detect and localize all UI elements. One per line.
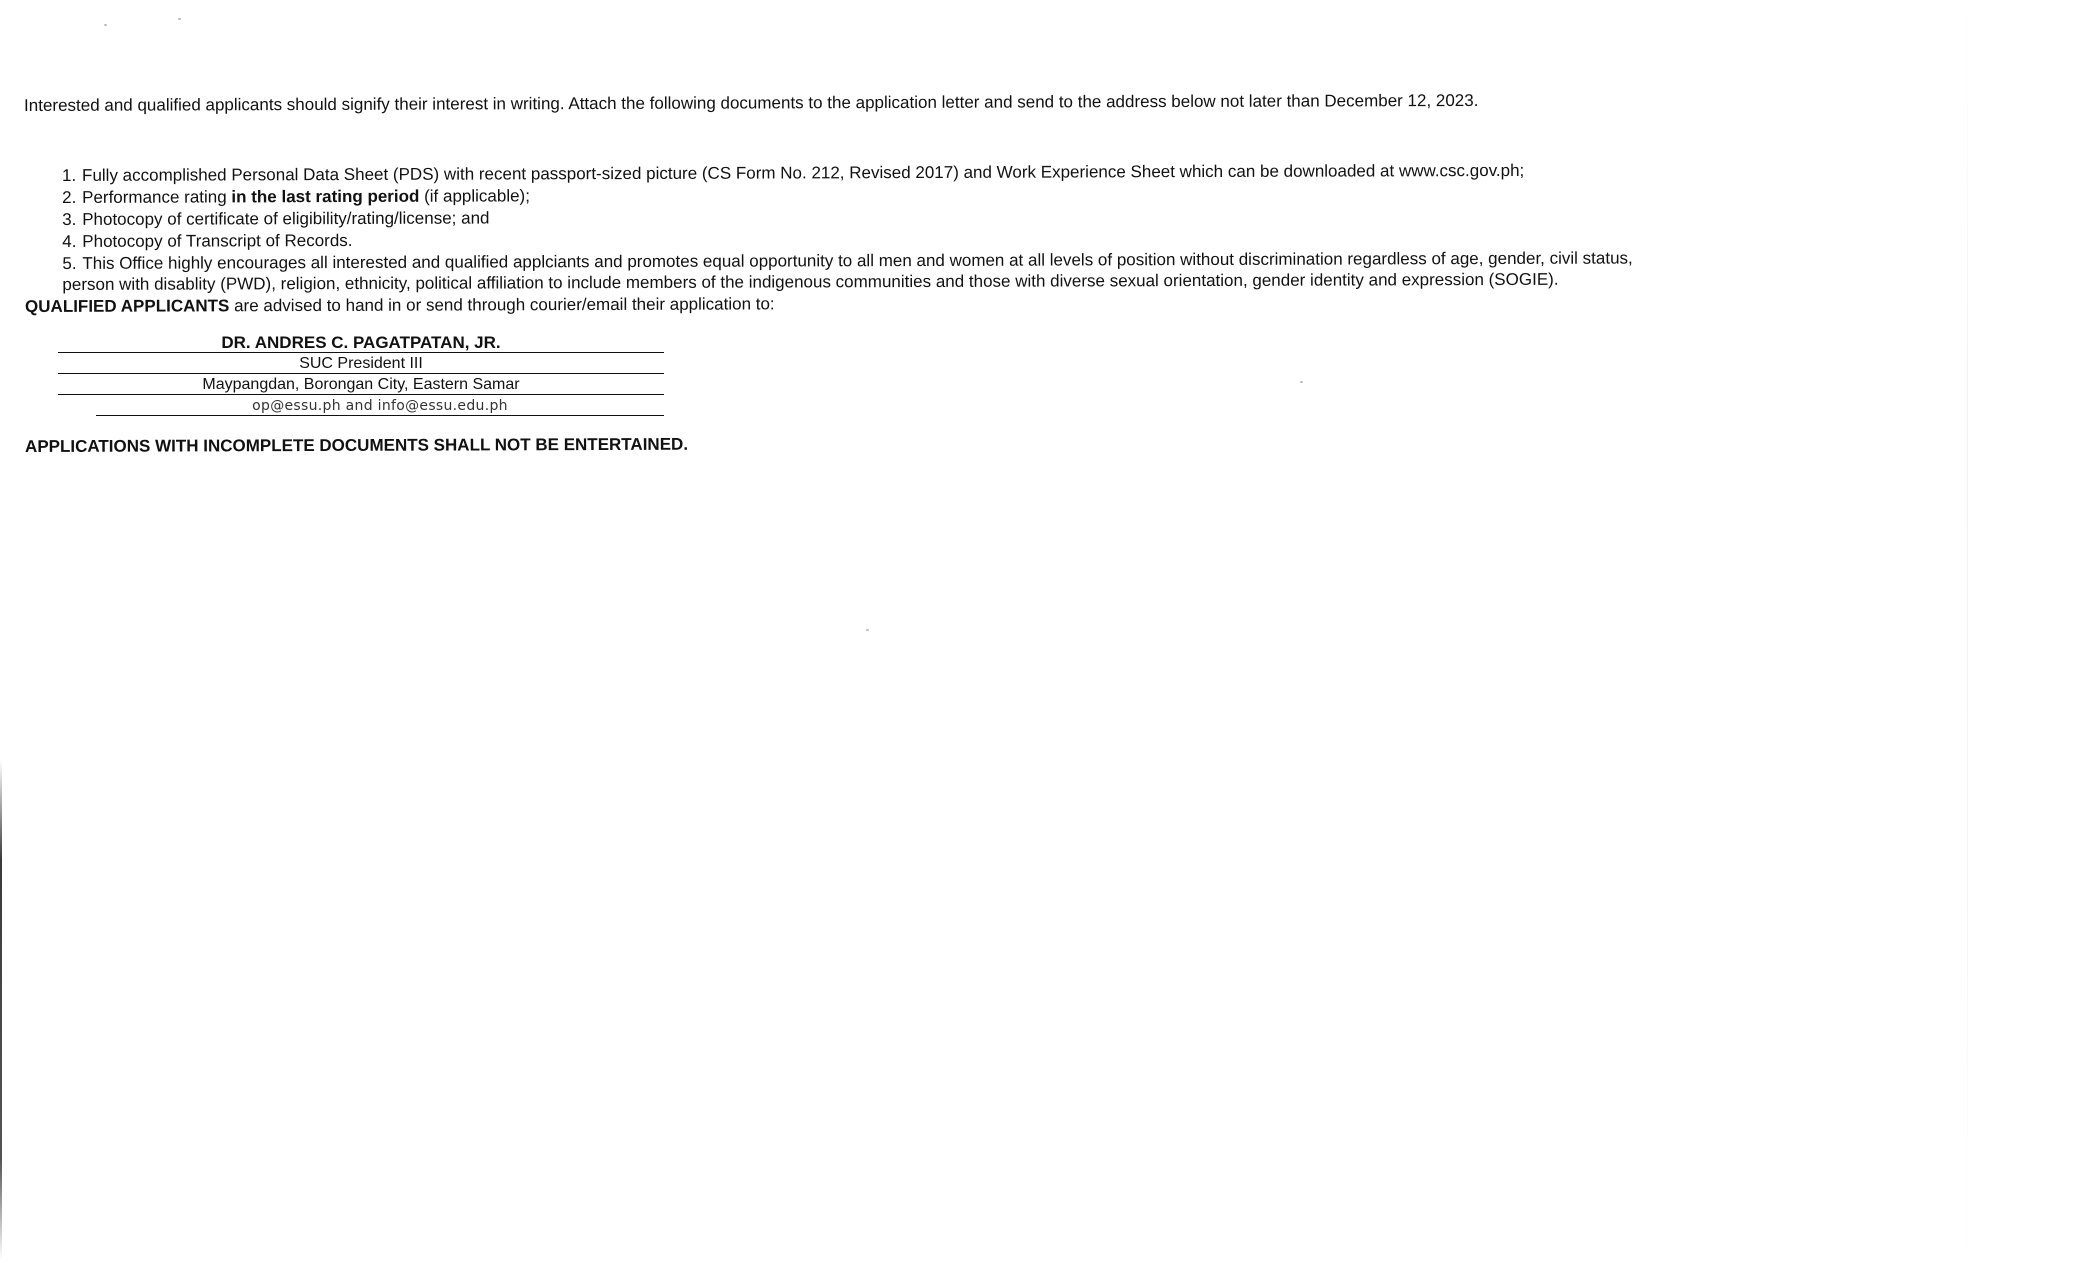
list-item-text: Photocopy of Transcript of Records. (82, 230, 353, 251)
list-number: 3. (62, 209, 77, 229)
scan-speck (178, 18, 181, 20)
recipient-email: op@essu.ph and info@essu.edu.ph (96, 395, 664, 416)
scan-speck (866, 629, 869, 631)
address-block (58, 332, 664, 416)
intro-paragraph: Interested and qualified applicants should signify their interest in writing. Attach the following documents to the application letter and send to the address below not later than December 12, 2023. (24, 90, 1479, 115)
scan-speck (104, 24, 107, 26)
recipient-position: SUC President III (58, 353, 664, 374)
list-item-text: Performance rating (82, 187, 232, 207)
qualified-applicants-label: QUALIFIED APPLICANTS (25, 296, 230, 316)
list-number: 1. (62, 165, 77, 185)
list-number: 5. (62, 253, 77, 273)
scan-edge-right (1967, 0, 1968, 1263)
requirements-list (62, 160, 1633, 296)
list-item-emphasis: in the last rating period (231, 186, 420, 207)
list-number: 2. (62, 187, 77, 207)
list-item-text: Photocopy of certificate of eligibility/rating/license; and (82, 208, 490, 229)
list-number: 4. (62, 231, 77, 251)
list-item-text: Fully accomplished Personal Data Sheet (PDS) with recent passport-sized picture (CS Form No. 212, Revised 2017) and Work Experience Sheet which can be downloaded at www.csc.gov.ph; (82, 160, 1525, 185)
list-item-text: (if applicable); (419, 186, 530, 206)
list-item (62, 248, 1633, 296)
recipient-name: DR. ANDRES C. PAGATPATAN, JR. (58, 332, 664, 353)
scan-edge-left (0, 760, 2, 1260)
list-item-text: This Office highly encourages all interested and qualified applciants and promotes equal opportunity to all men and women at all levels of position without discrimination regardless of age, gender, civil status, (82, 248, 1633, 273)
recipient-location: Maypangdan, Borongan City, Eastern Samar (58, 374, 664, 395)
submission-instruction-text: are advised to hand in or send through courier/email their application to: (229, 294, 775, 316)
submission-instruction (25, 294, 775, 317)
scan-speck (1300, 381, 1303, 383)
incomplete-documents-warning: APPLICATIONS WITH INCOMPLETE DOCUMENTS SHALL NOT BE ENTERTAINED. (25, 434, 689, 456)
list-item-text-continued: person with disablity (PWD), religion, ethnicity, political affiliation to include members of the indigenous communities and those with diverse sexual orientation, gender identity and expression (SOGIE). (62, 269, 1559, 294)
